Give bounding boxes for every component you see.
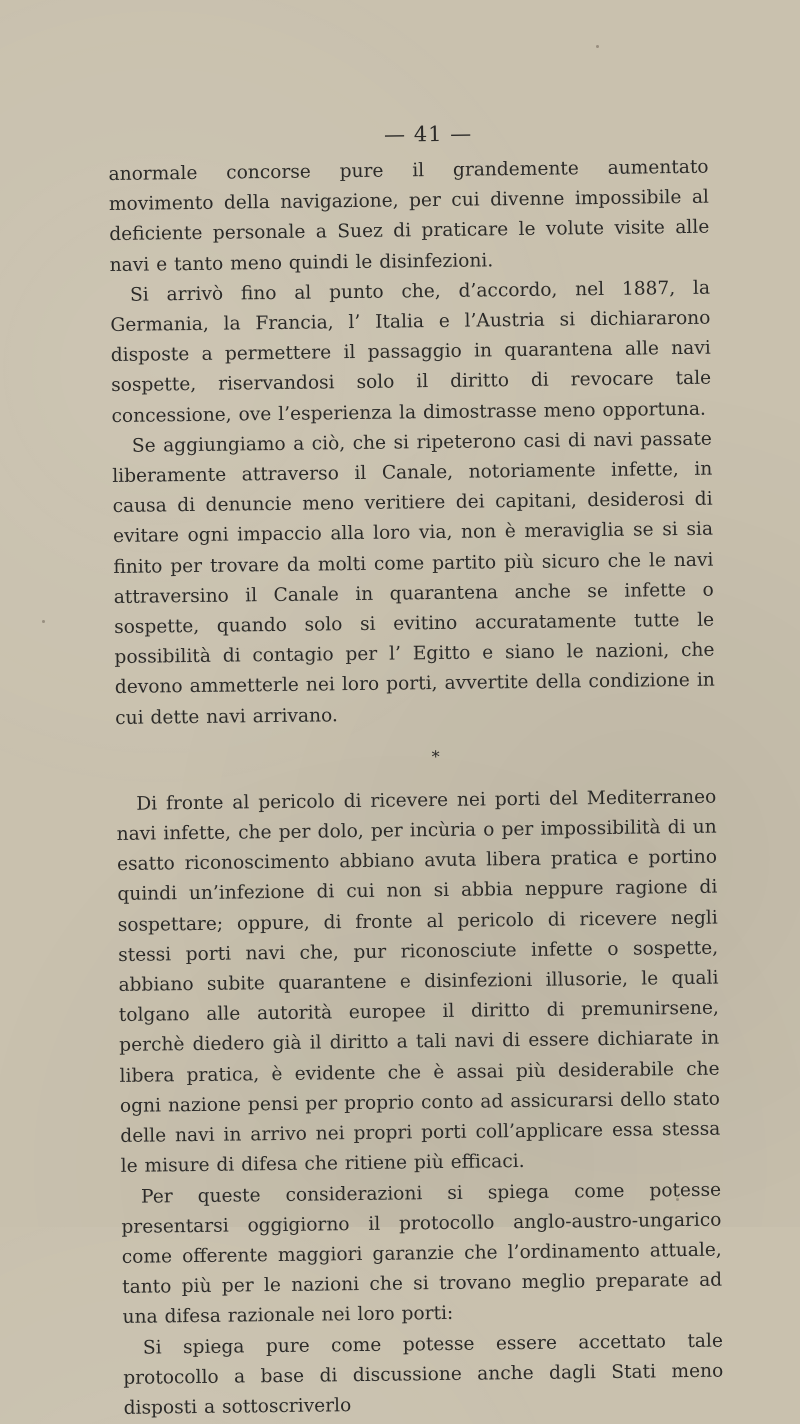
paper-speck — [596, 45, 599, 48]
paragraph-2: Si arrivò fino al punto che, d’accordo, nel 1887, la Germania, la Francia, l’ Italia e l’Austria si dichiararono disposte a permettere il passaggio in quarantena alle navi sospette, riservandosi solo il diritto di revocare tale concessione, ove l’esperienza la dimostrasse meno opportuna. — [110, 277, 712, 427]
section-separator: * — [431, 746, 440, 766]
paragraph-3: Se aggiungiamo a ciò, che si ripeterono casi di navi passate liberamente attraverso il Canale, notoriamente infette, in causa di denuncie meno veritiere dei capitani, desiderosi di evitare ogni impaccio alla loro via, non è meraviglia se si sia finito per trovare da molti come partito più sicuro che le navi attraversino il Canale in quarantena anche se infette o sospette, quando solo si evitino accuratamente tutte le possibilità di contagio per l’ Egitto e siano le nazioni, che devono ammetterle nei loro porti, avvertite della condizione in cui dette navi arrivano. — [112, 428, 715, 729]
paragraph-4: Di fronte al pericolo di ricevere nei porti del Mediterraneo navi infette, che per dolo, per incùria o per impossibilità di un esatto riconoscimento abbiano avuta libera pratica e portino quindi un’infezione di cui non si abbia neppure ragione di sospettare; oppure, di fronte al pericolo di ricevere negli stessi porti navi che, pur riconosciute infette o sospette, abbiano subite quarantene e disinfezioni illusorie, le quali tolgano alle autorità europee il diritto di premunirsene, perchè diedero già il diritto a tali navi di essere dichiarate in libera pratica, è evidente che è assai più desiderabile che ogni nazione pensi per proprio conto ad assicurarsi dello stato delle navi in arrivo nei propri porti coll’applicare essa stessa le misure di difesa che ritiene più efficaci. — [116, 786, 721, 1178]
paragraph-5: Per queste considerazioni si spiega come potesse presentarsi oggigiorno il protocollo anglo-austro-ungarico come offerente maggiori garanzie che l’ordinamento attuale, tanto più per le nazioni che si trovano meglio preparate ad una difesa razionale nei loro porti: — [121, 1179, 723, 1329]
paragraph-1: anormale concorse pure il grandemente aumentato movimento della navigazione, per cui divenne impossibile al deficiente personale a Suez di praticare le volute visite alle navi e tanto meno quindi le disinfezioni. — [108, 156, 710, 276]
paper-speck — [42, 620, 45, 623]
paragraph-6: Si spiega pure come potesse essere accettato tale protocollo a base di discussione anche dagli Stati meno disposti a sottoscriverlo — [123, 1330, 724, 1419]
document-page — [108, 119, 724, 1424]
page-number: — 41 — — [383, 121, 473, 147]
